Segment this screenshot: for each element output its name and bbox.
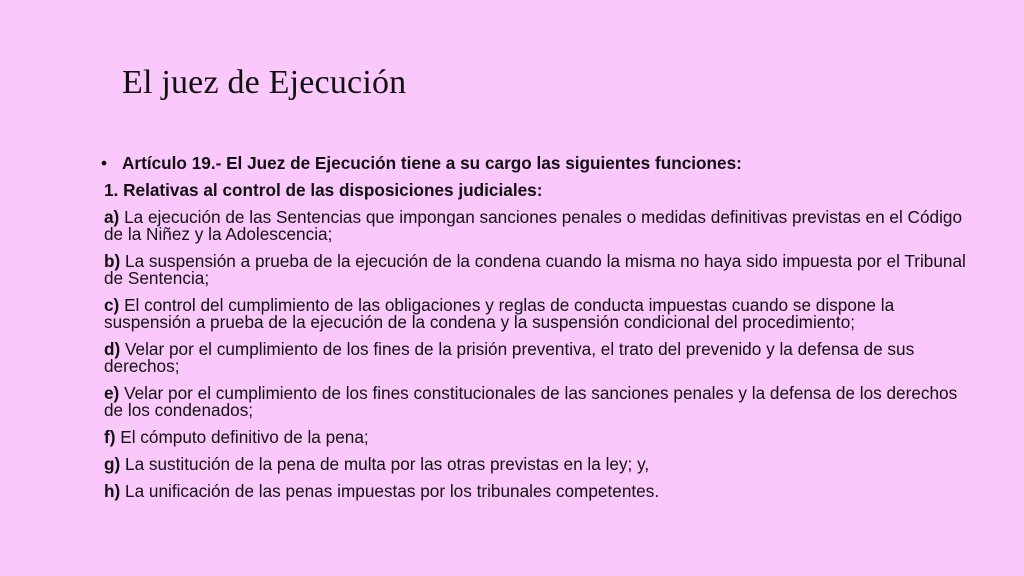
list-item-g — [104, 456, 974, 473]
item-text: El cómputo definitivo de la pena; — [115, 427, 369, 447]
item-label: c) — [104, 295, 120, 315]
item-text: El control del cumplimiento de las obligaciones y reglas de conducta impuestas cuando se dispone la suspensión a prueba de la ejecución de la condena y la suspensión condicional del procedimiento; — [104, 295, 895, 332]
list-item-f — [104, 429, 974, 446]
list-item-c — [104, 297, 974, 331]
item-text: La unificación de las penas impuestas por los tribunales competentes. — [120, 481, 660, 501]
item-text: Velar por el cumplimiento de los fines constitucionales de las sanciones penales y la defensa de los derechos de los condenados; — [104, 383, 958, 420]
item-label: f) — [104, 427, 116, 447]
item-label: b) — [104, 251, 121, 271]
article-bullet — [101, 153, 974, 173]
item-text: Velar por el cumplimiento de los fines de la prisión preventiva, el trato del prevenido y la defensa de sus derechos; — [104, 339, 915, 376]
list-item-d — [104, 341, 974, 375]
item-label: h) — [104, 481, 121, 501]
item-label: a) — [104, 207, 120, 227]
item-text: La suspensión a prueba de la ejecución de la condena cuando la misma no haya sido impuesta por el Tribunal de Sentencia; — [104, 251, 966, 288]
bullet-icon: • — [101, 153, 108, 173]
section-heading: 1. Relativas al control de las disposiciones judiciales: — [104, 180, 543, 200]
list-item-e — [104, 385, 974, 419]
list-item-h — [104, 483, 974, 500]
item-text: La sustitución de la pena de multa por las otras previstas en la ley; y, — [120, 454, 650, 474]
list-item-b — [104, 253, 974, 287]
article-text: Artículo 19.- El Juez de Ejecución tiene a su cargo las siguientes funciones: — [122, 153, 742, 173]
item-label: d) — [104, 339, 121, 359]
item-label: g) — [104, 454, 121, 474]
slide-content — [101, 153, 974, 510]
slide-title: El juez de Ejecución — [122, 64, 407, 101]
list-item-a — [104, 209, 974, 243]
item-label: e) — [104, 383, 120, 403]
item-text: La ejecución de las Sentencias que impongan sanciones penales o medidas definitivas previstas en el Código de la Niñez y la Adolescencia; — [104, 207, 963, 244]
